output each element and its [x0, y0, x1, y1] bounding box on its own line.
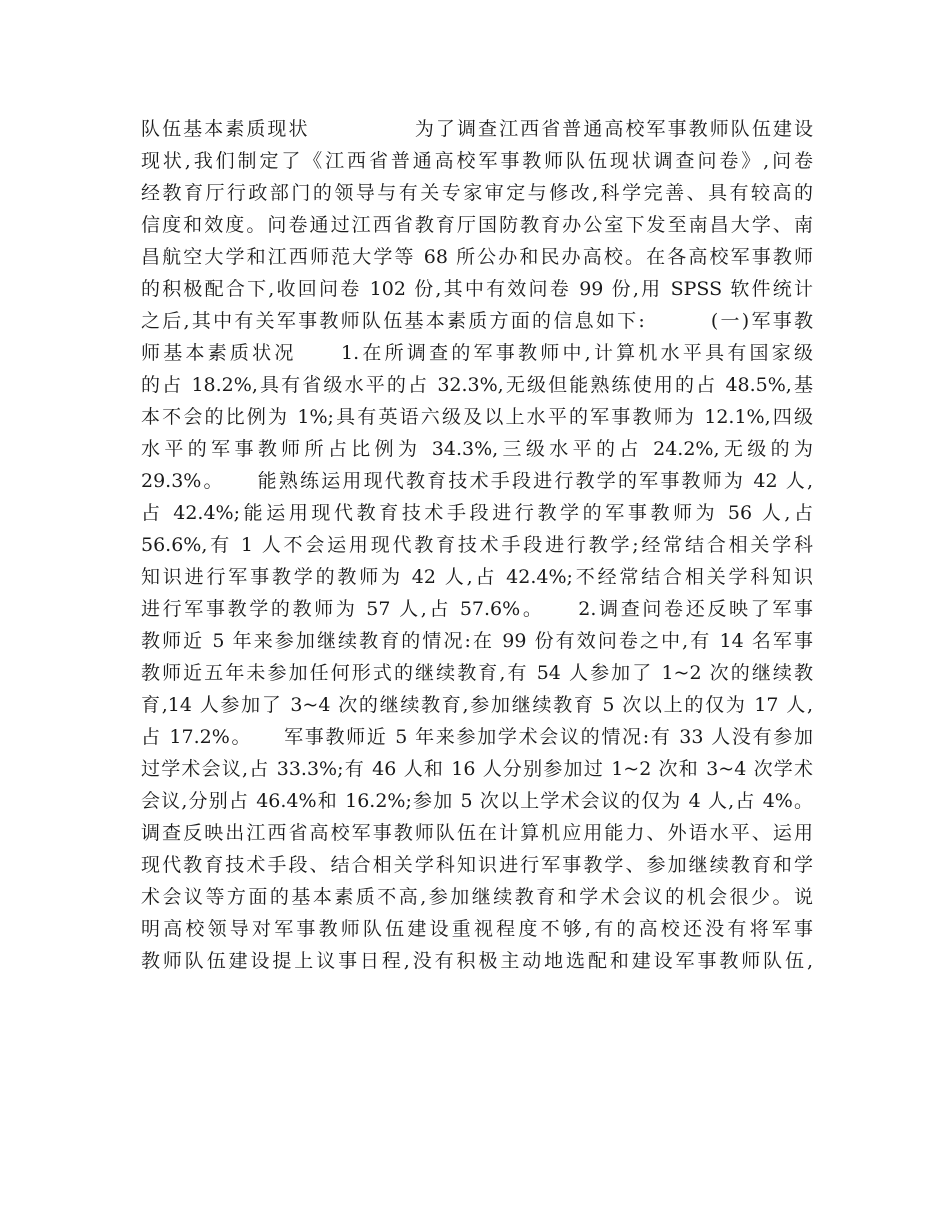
text-line: 师基本素质状况 1.在所调查的军事教师中,计算机水平具有国家级 [141, 342, 813, 364]
text-line: 教师队伍建设提上议事日程,没有积极主动地选配和建设军事教师队伍, [141, 950, 813, 972]
text-line: 育,14 人参加了 3~4 次的继续教育,参加继续教育 5 次以上的仅为 17 人, [141, 694, 813, 716]
text-line: 的积极配合下,收回问卷 102 份,其中有效问卷 99 份,用 SPSS 软件统计 [141, 278, 813, 300]
text-line: 明高校领导对军事教师队伍建设重视程度不够,有的高校还没有将军事 [141, 918, 813, 940]
text-line: 进行军事教学的教师为 57 人,占 57.6%。 2.调查问卷还反映了军事 [141, 598, 813, 620]
text-line: 信度和效度。问卷通过江西省教育厅国防教育办公室下发至南昌大学、南 [141, 214, 813, 236]
text-line: 过学术会议,占 33.3%;有 46 人和 16 人分别参加过 1~2 次和 3~4 次学术 [141, 758, 813, 780]
text-line: 占 17.2%。 军事教师近 5 年来参加学术会议的情况:有 33 人没有参加 [141, 726, 813, 748]
text-line: 教师近五年未参加任何形式的继续教育,有 54 人参加了 1~2 次的继续教 [141, 662, 813, 684]
body-text [141, 113, 813, 977]
text-line: 占 42.4%;能运用现代教育技术手段进行教学的军事教师为 56 人,占 [141, 502, 813, 524]
text-line: 昌航空大学和江西师范大学等 68 所公办和民办高校。在各高校军事教师 [141, 246, 813, 268]
text-line: 之后,其中有关军事教师队伍基本素质方面的信息如下: (一)军事教 [141, 310, 813, 332]
text-line: 水平的军事教师所占比例为 34.3%,三级水平的占 24.2%,无级的为 [141, 438, 813, 460]
text-line: 经教育厅行政部门的领导与有关专家审定与修改,科学完善、具有较高的 [141, 182, 813, 204]
text-line: 56.6%,有 1 人不会运用现代教育技术手段进行教学;经常结合相关学科 [141, 534, 813, 556]
text-line: 队伍基本素质现状 为了调查江西省普通高校军事教师队伍建设 [141, 118, 813, 140]
text-line: 会议,分别占 46.4%和 16.2%;参加 5 次以上学术会议的仅为 4 人,占 4%。 [141, 790, 813, 812]
text-line: 本不会的比例为 1%;具有英语六级及以上水平的军事教师为 12.1%,四级 [141, 406, 813, 428]
text-line: 29.3%。 能熟练运用现代教育技术手段进行教学的军事教师为 42 人, [141, 470, 813, 492]
text-line: 知识进行军事教学的教师为 42 人,占 42.4%;不经常结合相关学科知识 [141, 566, 813, 588]
text-line: 调查反映出江西省高校军事教师队伍在计算机应用能力、外语水平、运用 [141, 822, 813, 844]
text-line: 的占 18.2%,具有省级水平的占 32.3%,无级但能熟练使用的占 48.5%,基 [141, 374, 813, 396]
text-line: 现状,我们制定了《江西省普通高校军事教师队伍现状调查问卷》,问卷 [141, 150, 813, 172]
text-line: 现代教育技术手段、结合相关学科知识进行军事教学、参加继续教育和学 [141, 854, 813, 876]
text-line: 术会议等方面的基本素质不高,参加继续教育和学术会议的机会很少。说 [141, 886, 813, 908]
text-line: 教师近 5 年来参加继续教育的情况:在 99 份有效问卷之中,有 14 名军事 [141, 630, 813, 652]
